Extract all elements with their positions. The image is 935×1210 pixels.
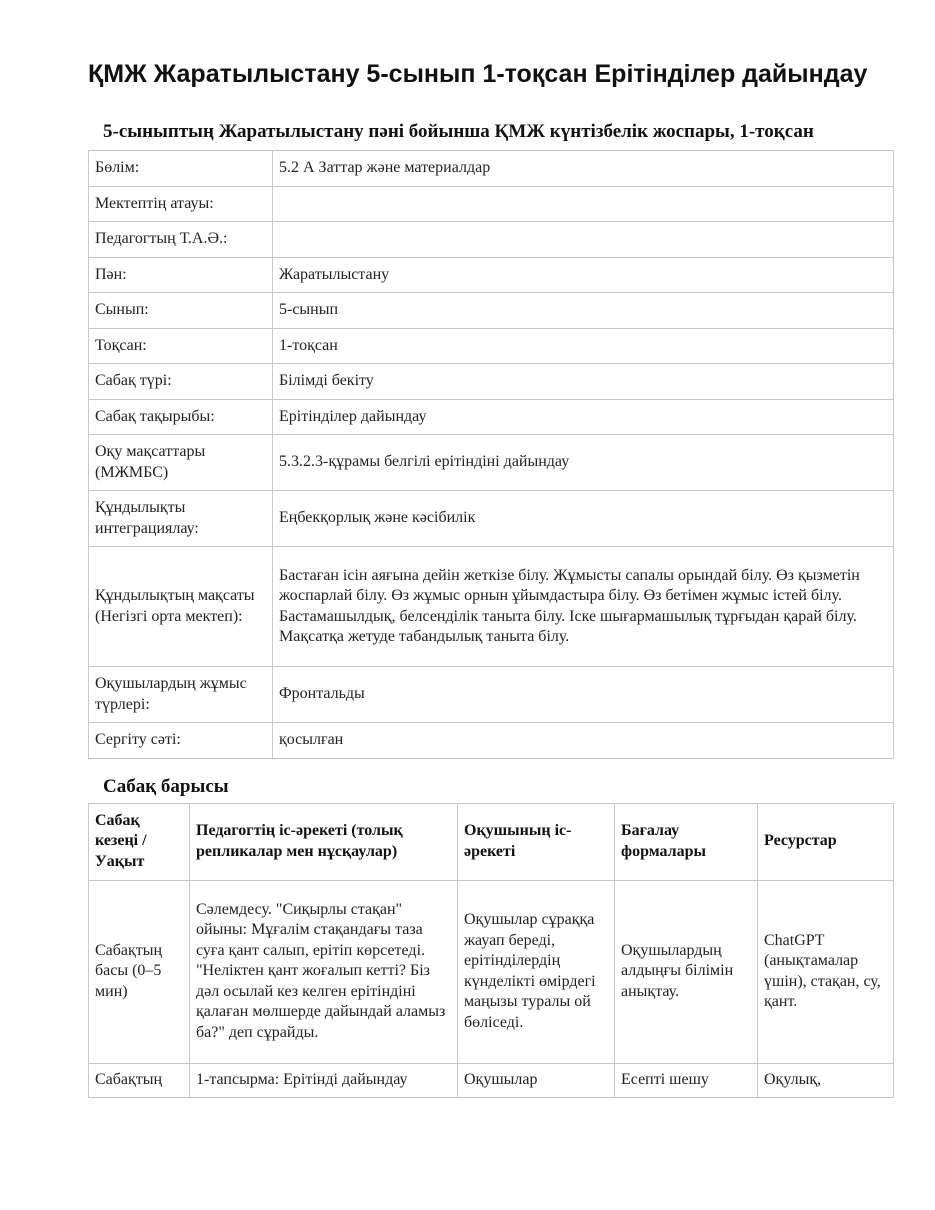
- info-value: Бастаған ісін аяғына дейін жеткізе білу. Жұмысты сапалы орындай білу. Өз қызметін жоспарлай білу. Өз жұмыс орнын ұйымдастыра білу. Өз бетімен жұмыс істей білу. Бастамашылдық, белсенділік таныта білу. Іске шығармашылық тұрғыдан қарай білу. Мақсатқа жетуде табандылық таныта білу.: [273, 547, 894, 667]
- info-label: Сынып:: [89, 293, 273, 329]
- info-label: Пән:: [89, 257, 273, 293]
- info-value: 5.2 А Заттар және материалдар: [273, 151, 894, 187]
- info-value: 1-тоқсан: [273, 328, 894, 364]
- info-value: 5.3.2.3-құрамы белгілі ерітіндіні дайындау: [273, 435, 894, 491]
- lesson-teacher-cell: 1-тапсырма: Ерітінді дайындау: [190, 1063, 458, 1097]
- info-value: Білімді бекіту: [273, 364, 894, 400]
- info-value: [273, 222, 894, 258]
- lesson-header-cell: Бағалау формалары: [615, 803, 758, 880]
- lesson-header-cell: Педагогтің іс-әрекеті (толық репликалар мен нұсқаулар): [190, 803, 458, 880]
- info-value: [273, 186, 894, 222]
- info-row: [89, 364, 894, 400]
- lesson-student-cell: Оқушылар: [458, 1063, 615, 1097]
- lesson-assessment-cell: Есепті шешу: [615, 1063, 758, 1097]
- lesson-resources-cell: Оқулық,: [758, 1063, 894, 1097]
- info-row: [89, 723, 894, 759]
- lesson-student-cell: Оқушылар сұраққа жауап береді, ерітінділердің күнделікті өмірдегі маңызы туралы ой бөліседі.: [458, 880, 615, 1063]
- info-label: Сергіту сәті:: [89, 723, 273, 759]
- lesson-header-cell: Сабақ кезеңі / Уақыт: [89, 803, 190, 880]
- lesson-table: [88, 803, 894, 1098]
- info-label: Педагогтың Т.А.Ә.:: [89, 222, 273, 258]
- info-row: [89, 328, 894, 364]
- document-page: [88, 58, 893, 1098]
- lesson-row: [89, 880, 894, 1063]
- lesson-header-row: [89, 803, 894, 880]
- info-value: 5-сынып: [273, 293, 894, 329]
- info-label: Мектептің атауы:: [89, 186, 273, 222]
- info-label: Бөлім:: [89, 151, 273, 187]
- lesson-header-cell: Ресурстар: [758, 803, 894, 880]
- info-row: [89, 186, 894, 222]
- info-value: Еңбекқорлық және кәсібилік: [273, 491, 894, 547]
- info-label: Құндылықтың мақсаты (Негізгі орта мектеп):: [89, 547, 273, 667]
- info-label: Құндылықты интеграциялау:: [89, 491, 273, 547]
- page-title: ҚМЖ Жаратылыстану 5-сынып 1-тоқсан Ерітінділер дайындау: [88, 60, 868, 88]
- info-table: [88, 150, 894, 759]
- lesson-assessment-cell: Оқушылардың алдыңғы білімін анықтау.: [615, 880, 758, 1063]
- info-row: [89, 491, 894, 547]
- info-row: [89, 399, 894, 435]
- lesson-row: [89, 1063, 894, 1097]
- lesson-resources-cell: ChatGPT (анықтамалар үшін), стақан, су, қант.: [758, 880, 894, 1063]
- info-value: Ерітінділер дайындау: [273, 399, 894, 435]
- info-row: [89, 547, 894, 667]
- plan-subtitle: 5-сыныптың Жаратылыстану пәні бойынша ҚМЖ күнтізбелік жоспары, 1-тоқсан: [103, 121, 814, 142]
- info-row: [89, 257, 894, 293]
- info-label: Сабақ түрі:: [89, 364, 273, 400]
- lesson-stage-cell: Сабақтың басы (0–5 мин): [89, 880, 190, 1063]
- lesson-section-title: Сабақ барысы: [103, 775, 229, 797]
- info-label: Сабақ тақырыбы:: [89, 399, 273, 435]
- info-value: қосылған: [273, 723, 894, 759]
- lesson-stage-cell: Сабақтың: [89, 1063, 190, 1097]
- info-row: [89, 667, 894, 723]
- info-label: Оқу мақсаттары (МЖМБС): [89, 435, 273, 491]
- info-row: [89, 222, 894, 258]
- lesson-header-cell: Оқушының іс-әрекеті: [458, 803, 615, 880]
- info-row: [89, 151, 894, 187]
- lesson-teacher-cell: Сәлемдесу. "Сиқырлы стақан" ойыны: Мұғалім стақандағы таза суға қант салып, ерітіп көрсетеді. "Неліктен қант жоғалып кетті? Біз дәл осылай кез келген ерітіндіні қалаған мөлшерде дайындай аламыз ба?" деп сұрайды.: [190, 880, 458, 1063]
- info-row: [89, 293, 894, 329]
- info-label: Тоқсан:: [89, 328, 273, 364]
- info-row: [89, 435, 894, 491]
- info-label: Оқушылардың жұмыс түрлері:: [89, 667, 273, 723]
- info-value: Жаратылыстану: [273, 257, 894, 293]
- info-value: Фронтальды: [273, 667, 894, 723]
